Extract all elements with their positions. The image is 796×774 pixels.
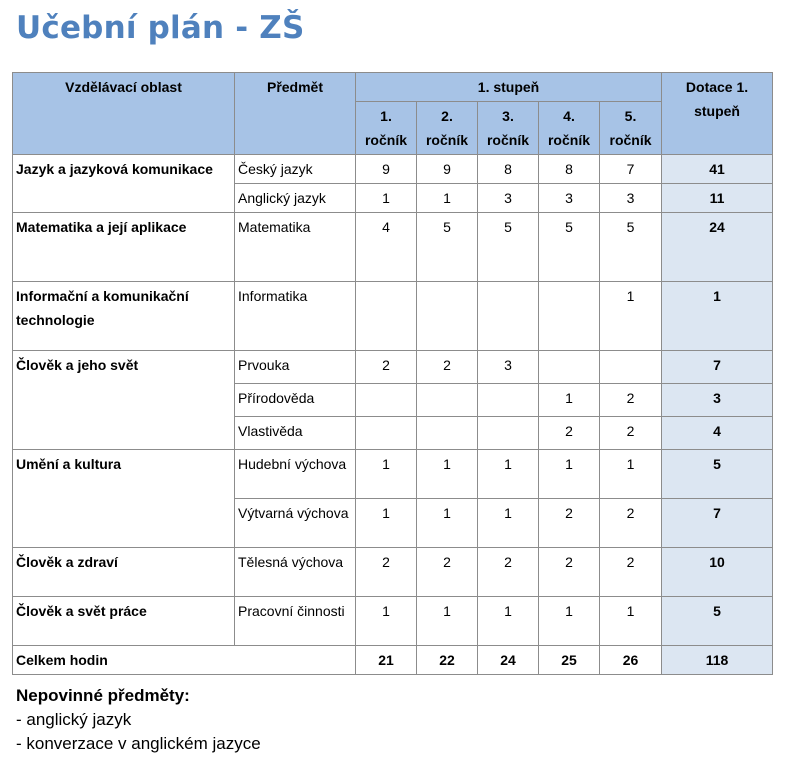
hours-cell: 2	[356, 351, 417, 384]
hours-cell: 2	[539, 417, 600, 450]
table-row	[13, 597, 773, 646]
hours-cell	[478, 282, 539, 351]
area-cell: Člověk a svět práce	[13, 597, 235, 646]
hours-cell: 8	[539, 155, 600, 184]
table-row	[13, 450, 773, 499]
optional-subject-item: - konverzace v anglickém jazyce	[16, 734, 261, 753]
sum-cell: 25	[539, 646, 600, 675]
hours-cell: 3	[478, 184, 539, 213]
hours-cell: 4	[356, 213, 417, 282]
area-cell: Člověk a jeho svět	[13, 351, 235, 450]
hours-cell: 2	[600, 548, 662, 597]
hours-cell: 1	[356, 499, 417, 548]
hours-cell: 3	[478, 351, 539, 384]
area-cell: Umění a kultura	[13, 450, 235, 548]
hours-cell: 2	[539, 548, 600, 597]
header-area: Vzdělávací oblast	[13, 73, 235, 155]
hours-cell: 5	[478, 213, 539, 282]
total-cell: 5	[662, 597, 773, 646]
sum-cell: 22	[417, 646, 478, 675]
total-cell: 7	[662, 499, 773, 548]
area-cell: Informační a komunikační technologie	[13, 282, 235, 351]
hours-cell: 1	[539, 450, 600, 499]
hours-cell	[600, 351, 662, 384]
hours-cell: 2	[600, 417, 662, 450]
hours-cell: 2	[417, 351, 478, 384]
header-subject: Předmět	[235, 73, 356, 155]
optional-subject-item: - anglický jazyk	[16, 710, 132, 729]
header-grade-3: 3. ročník	[478, 102, 539, 155]
header-stage: 1. stupeň	[356, 73, 662, 102]
page-title: Učební plán - ZŠ	[16, 10, 305, 46]
hours-cell: 1	[600, 282, 662, 351]
total-cell: 41	[662, 155, 773, 184]
table-row	[13, 282, 773, 351]
hours-cell: 1	[478, 450, 539, 499]
total-cell: 5	[662, 450, 773, 499]
header-grade-4: 4. ročník	[539, 102, 600, 155]
hours-cell: 7	[600, 155, 662, 184]
table-row	[13, 155, 773, 184]
hours-cell: 2	[539, 499, 600, 548]
area-cell: Člověk a zdraví	[13, 548, 235, 597]
hours-cell: 1	[417, 499, 478, 548]
hours-cell: 3	[600, 184, 662, 213]
table-row	[13, 213, 773, 282]
total-cell: 4	[662, 417, 773, 450]
hours-cell: 1	[417, 450, 478, 499]
optional-subjects-title: Nepovinné předměty:	[16, 686, 190, 705]
hours-cell: 3	[539, 184, 600, 213]
subject-cell: Pracovní činnosti	[235, 597, 356, 646]
hours-cell: 5	[600, 213, 662, 282]
subject-cell: Prvouka	[235, 351, 356, 384]
optional-subjects	[16, 684, 261, 756]
subject-cell: Výtvarná výchova	[235, 499, 356, 548]
hours-cell	[356, 384, 417, 417]
hours-cell: 5	[539, 213, 600, 282]
hours-cell: 8	[478, 155, 539, 184]
hours-cell: 2	[600, 499, 662, 548]
hours-cell	[417, 384, 478, 417]
hours-cell	[417, 282, 478, 351]
hours-cell: 5	[417, 213, 478, 282]
subject-cell: Přírodověda	[235, 384, 356, 417]
subject-cell: Informatika	[235, 282, 356, 351]
hours-cell: 2	[356, 548, 417, 597]
hours-cell: 2	[600, 384, 662, 417]
table-row	[13, 351, 773, 384]
hours-cell	[478, 417, 539, 450]
hours-cell: 1	[478, 597, 539, 646]
hours-cell	[356, 417, 417, 450]
hours-cell: 9	[417, 155, 478, 184]
sum-row	[13, 646, 773, 675]
subject-cell: Tělesná výchova	[235, 548, 356, 597]
hours-cell: 1	[356, 597, 417, 646]
hours-cell	[478, 384, 539, 417]
hours-cell	[539, 351, 600, 384]
hours-cell: 1	[539, 597, 600, 646]
sum-cell: 26	[600, 646, 662, 675]
subject-cell: Anglický jazyk	[235, 184, 356, 213]
area-cell: Matematika a její aplikace	[13, 213, 235, 282]
total-cell: 3	[662, 384, 773, 417]
sum-cell: 21	[356, 646, 417, 675]
total-cell: 24	[662, 213, 773, 282]
hours-cell: 1	[478, 499, 539, 548]
hours-cell: 1	[600, 597, 662, 646]
hours-cell: 2	[478, 548, 539, 597]
total-cell: 7	[662, 351, 773, 384]
header-dotace: Dotace 1. stupeň	[662, 73, 773, 155]
hours-cell	[417, 417, 478, 450]
sum-label: Celkem hodin	[13, 646, 356, 675]
subject-cell: Matematika	[235, 213, 356, 282]
hours-cell	[356, 282, 417, 351]
total-cell: 10	[662, 548, 773, 597]
hours-cell: 1	[356, 450, 417, 499]
hours-cell: 1	[539, 384, 600, 417]
subject-cell: Český jazyk	[235, 155, 356, 184]
hours-cell: 9	[356, 155, 417, 184]
header-grade-1: 1. ročník	[356, 102, 417, 155]
header-grade-5: 5. ročník	[600, 102, 662, 155]
table-row	[13, 548, 773, 597]
sum-cell: 24	[478, 646, 539, 675]
total-cell: 11	[662, 184, 773, 213]
total-cell: 1	[662, 282, 773, 351]
curriculum-table	[12, 72, 773, 675]
sum-total-cell: 118	[662, 646, 773, 675]
hours-cell: 1	[600, 450, 662, 499]
subject-cell: Hudební výchova	[235, 450, 356, 499]
hours-cell: 1	[417, 184, 478, 213]
hours-cell: 2	[417, 548, 478, 597]
hours-cell: 1	[417, 597, 478, 646]
header-grade-2: 2. ročník	[417, 102, 478, 155]
hours-cell	[539, 282, 600, 351]
area-cell: Jazyk a jazyková komunikace	[13, 155, 235, 213]
subject-cell: Vlastivěda	[235, 417, 356, 450]
hours-cell: 1	[356, 184, 417, 213]
